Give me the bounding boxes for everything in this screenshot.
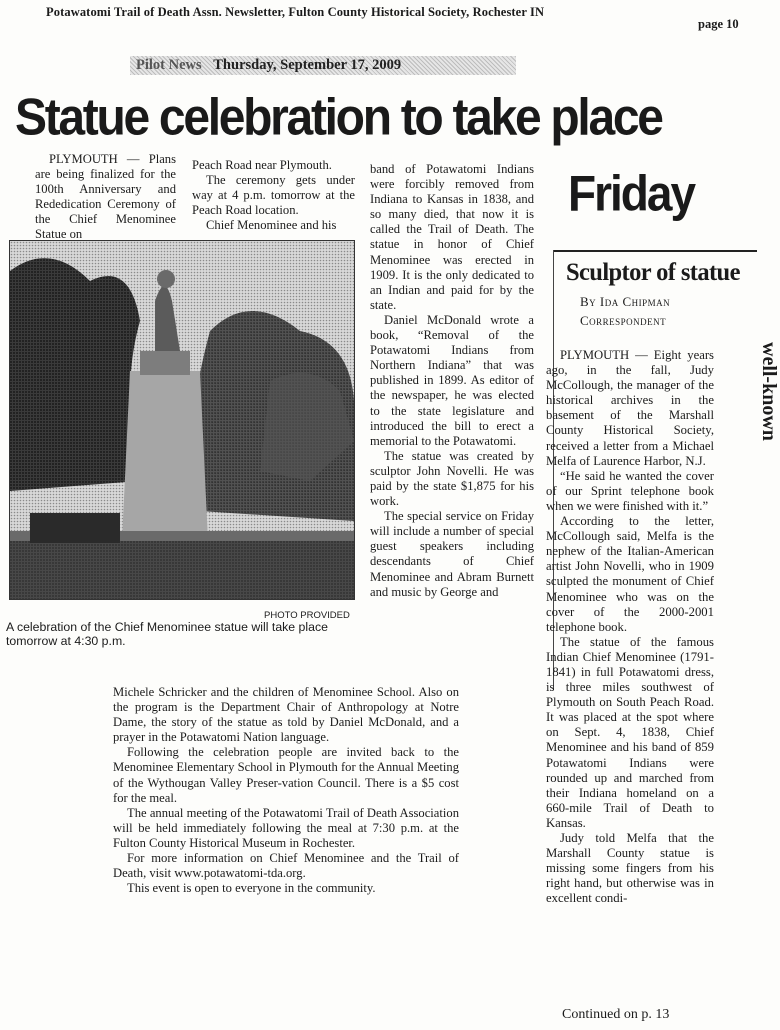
dateline-bar xyxy=(130,56,516,75)
photo-credit: PHOTO PROVIDED xyxy=(264,610,350,621)
page-number: page 10 xyxy=(698,17,739,31)
article-paragraph: Daniel McDonald wrote a book, “Removal of the Potawatomi Indians from Northern Indiana” that was published in 1899. As editor of the newspaper, he was elected to the state legislature and introduced the bill to erect a memorial to the Potawatomi. xyxy=(370,312,534,448)
sidebar-byline xyxy=(580,292,670,330)
article-column-2 xyxy=(192,158,355,233)
article-column-1 xyxy=(35,152,176,243)
article-paragraph: PLYMOUTH — Plans are being finalized for the 100th Anniversary and Rededication Ceremony of the Chief Menominee Statue on xyxy=(35,152,176,242)
article-paragraph: The special service on Friday will include a number of special guest speakers including descendants of Chief Menominee and Abram Burnett and music by George and xyxy=(370,509,534,599)
article-paragraph: The annual meeting of the Potawatomi Trail of Death Association will be held immediately following the meal at 7:30 p.m. at the Fulton County Historical Museum in Rochester. xyxy=(113,805,459,850)
sidebar-paragraph: The statue of the famous Indian Chief Menominee (1791-1841) in full Potawatomi dress, is three miles southwest of Plymouth on South Peach Road. It was placed at the spot where on Sept. 4, 1838, Chief Menominee and his band of 859 Potawatomi Indians were rounded up and marched from their Indiana homeland on a 660-mile Trail of Death to Kansas. xyxy=(546,634,714,830)
byline-role: Correspondent xyxy=(580,313,667,328)
article-paragraph: The statue was created by sculptor John Novelli. He was paid by the state $1,875 for his work. xyxy=(370,448,534,509)
article-paragraph: band of Potawatomi Indians were forcibly removed from Indiana to Kansas in 1838, and so many died, that now it is called the Trail of Death. The statue in honor of Chief Menominee was erected in 1909. It is the only dedicated to an Indian and paid for by the state. xyxy=(370,162,534,312)
sidebar-paragraph: “He said he wanted the cover of our Sprint telephone book when we were finished with it.” xyxy=(546,468,714,513)
side-label: well-known xyxy=(758,342,780,441)
headline: Statue celebration to take place xyxy=(15,89,662,147)
article-paragraph: Michele Schricker and the children of Menominee School. Also on the program is the Department Chair of Anthropology at Notre Dame, the story of the statue as told by Daniel McDonald, and a prayer in the Potawatomi Nation language. xyxy=(113,685,459,745)
dateline-date: Thursday, September 17, 2009 xyxy=(213,57,402,73)
byline-author: By Ida Chipman xyxy=(580,294,671,309)
sidebar-paragraph: PLYMOUTH — Eight years ago, in the fall, Judy McCollough, the manager of the historical archives in the basement of the Marshall County Historical Society, received a letter from a Michael Melfa of Laurence Harbor, N.J. xyxy=(546,348,714,468)
statue-photo xyxy=(9,240,355,600)
dateline-source: Pilot News xyxy=(136,57,202,73)
article-paragraph: The ceremony gets under way at 4 p.m. tomorrow at the Peach Road location. xyxy=(192,173,355,218)
photo-caption: A celebration of the Chief Menominee statue will take place tomorrow at 4:30 p.m. xyxy=(6,620,328,648)
article-continuation xyxy=(113,685,459,896)
sidebar-paragraph: According to the letter, McCollough said, Melfa is the nephew of the Italian-American artist John Novelli, who in 1909 sculpted the monument of Chief Menominee who was on the cover of the 2000-2001 telephone book. xyxy=(546,514,714,634)
article-paragraph: Chief Menominee and his xyxy=(206,218,337,233)
article-paragraph: Following the celebration people are invited back to the Menominee Elementary School in Plymouth for the Annual Meeting of the Wythougan Valley Preser-vation Council. There is a $5 cost for the meal. xyxy=(113,745,459,805)
article-paragraph: Peach Road near Plymouth. xyxy=(192,158,332,172)
article-paragraph: This event is open to everyone in the community. xyxy=(127,881,376,896)
sidebar-top-rule xyxy=(553,250,757,252)
headline-continuation: Friday xyxy=(568,165,695,222)
article-column-3 xyxy=(370,162,534,600)
article-paragraph: For more information on Chief Menominee and the Trail of Death, visit www.potawatomi-tda.org. xyxy=(113,851,459,881)
sidebar-paragraph: Judy told Melfa that the Marshall County statue is missing some fingers from his right hand, but otherwise was in excellent condi- xyxy=(546,831,714,906)
sidebar-title: Sculptor of statue xyxy=(566,258,740,287)
continued-note: Continued on p. 13 xyxy=(562,1007,670,1022)
statue-photo-image xyxy=(10,241,354,599)
sidebar-article xyxy=(546,348,714,906)
newsletter-header: Potawatomi Trail of Death Assn. Newsletter, Fulton County Historical Society, Rochester IN xyxy=(46,5,545,19)
